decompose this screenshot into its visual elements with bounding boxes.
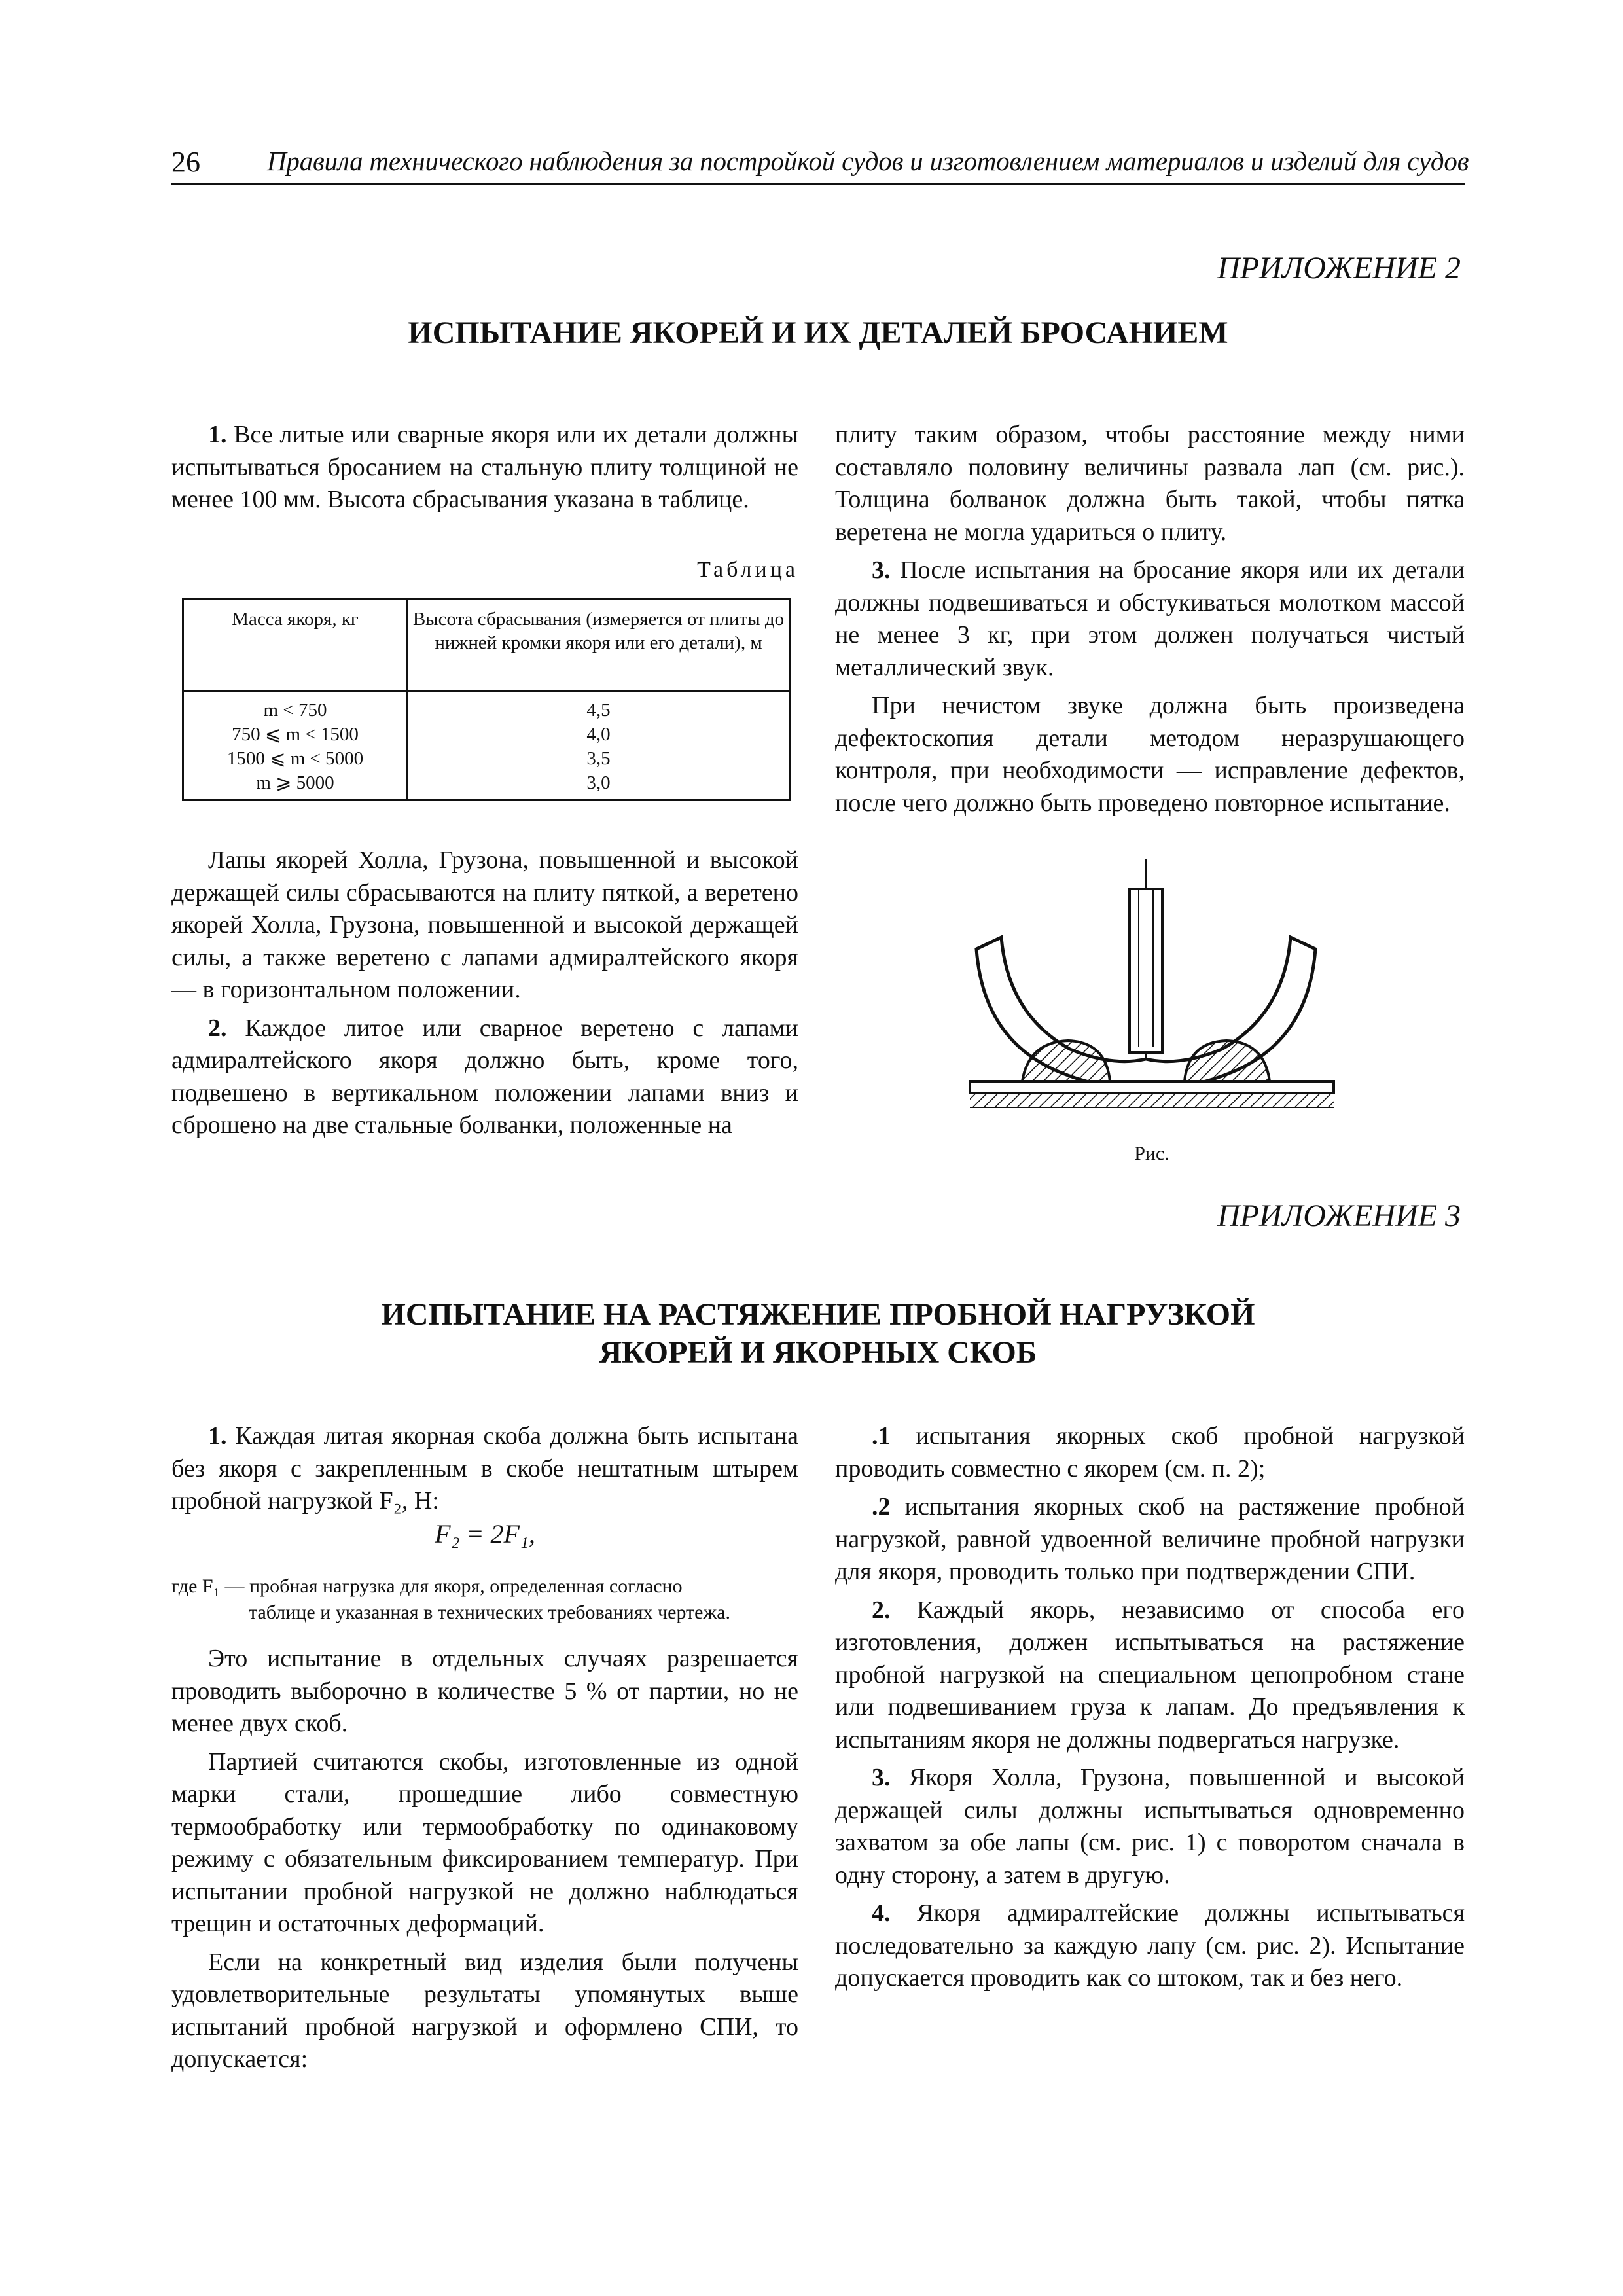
formula: F₂ = 2F₁, [435, 1519, 535, 1549]
appendix-2-label: ПРИЛОЖЕНИЕ 2 [1217, 251, 1461, 285]
table-cell-mass: m < 750 750 ⩽ m < 1500 1500 ⩽ m < 5000 m ⩾ 5000 [183, 691, 408, 800]
paragraph: 2. Каждое литое или сварное веретено с лапами адмиралтейского якоря должно быть, кроме того, подвешено в вертикальном положении лапами вниз и сброшено на две стальные болванки, положенные на [171, 1014, 798, 1139]
steel-plate [970, 1081, 1334, 1093]
table-header-mass: Масса якоря, кг [183, 599, 408, 691]
paragraph: 3. Якоря Холла, Грузона, повышенной и высокой держащей силы должны испытываться одновременно захватом за обе лапы (см. рис. 1) с поворотом сначала в одну сторону, а затем в другую. [835, 1764, 1465, 1889]
appendix-3-right-column [835, 1420, 1465, 1995]
table-cell-height: 4,5 4,0 3,5 3,0 [408, 691, 790, 800]
running-title: Правила технического наблюдения за постройкой судов и изготовлением материалов и изделий для судов [267, 146, 1469, 176]
header-rule [171, 183, 1465, 185]
paragraph: 2. Каждый якорь, независимо от способа его изготовления, должен испытываться на растяжение пробной нагрузкой на специальном цепопробном стане или подвешиванием груза к лапам. До предъявления к испытаниям якоря не должны подвергаться нагрузке. [835, 1596, 1465, 1753]
table-header-height: Высота сбрасывания (измеряется от плиты до нижней кромки якоря или его детали), м [408, 599, 790, 691]
figure-caption: Рис. [1134, 1143, 1169, 1164]
paragraph: Это испытание в отдельных случаях разрешается проводить выборочно в количестве 5 % от партии, но не менее двух скоб. [171, 1645, 798, 1737]
paragraph: Если на конкретный вид изделия были получены удовлетворительные результаты упомянутых выше испытаний пробной нагрузкой и оформлено СПИ, то допускается: [171, 1948, 798, 2073]
appendix-2-title: ИСПЫТАНИЕ ЯКОРЕЙ И ИХ ДЕТАЛЕЙ БРОСАНИЕМ [408, 315, 1228, 350]
paragraph: Лапы якорей Холла, Грузона, повышенной и высокой держащей силы сбрасываются на плиту пяткой, а веретено якорей Холла, Грузона, повышенной и высокой держащей силы, а также веретено с лапами адмиралтейского якоря — в горизонтальном положении. [171, 846, 798, 1003]
appendix-3-title [171, 1296, 1465, 1372]
paragraph: При нечистом звуке должна быть произведена дефектоскопия детали методом неразрушающего контроля, при необходимости — исправление дефектов, после чего должно быть проведено повторное испытание. [835, 692, 1465, 817]
paragraph: 1. Все литые или сварные якоря или их детали должны испытываться бросанием на стальную плиту толщиной не менее 100 мм. Высота сбрасывания указана в таблице. [171, 421, 798, 513]
page-number: 26 [171, 146, 200, 178]
paragraph: .1 испытания якорных скоб пробной нагрузкой проводить совместно с якорем (см. п. 2); [835, 1422, 1465, 1482]
paragraph: 3. После испытания на бросание якоря или их детали должны подвешиваться и обстукиваться молотком массой не менее 3 кг, при этом должен получаться чистый металлический звук. [835, 556, 1465, 681]
title-line: ИСПЫТАНИЕ НА РАСТЯЖЕНИЕ ПРОБНОЙ НАГРУЗКОЙ [381, 1297, 1255, 1332]
appendix-3-label: ПРИЛОЖЕНИЕ 3 [1217, 1198, 1461, 1233]
appendix-3-left-column-top [171, 1420, 798, 1518]
anchor-shank [1130, 889, 1162, 1052]
paragraph: Партией считаются скобы, изготовленные из одной марки стали, прошедшие либо совместную термообработку или термообработку по одинаковому режиму с обязательным фиксированием температур. При испытании пробной нагрузкой не должно наблюдаться трещин и остаточных деформаций. [171, 1748, 798, 1937]
paragraph: плиту таким образом, чтобы расстояние между ними составляло половину величины развала лап (см. рис.). Толщина болванок должна быть такой, чтобы пятка веретена не могла удариться о плиту. [835, 421, 1465, 546]
paragraph: 1. Каждая литая якорная скоба должна быть испытана без якоря с закрепленным в скобе нештатным штырем пробной нагрузкой F₂, Н: [171, 1422, 798, 1515]
appendix-2-right-column [835, 419, 1465, 819]
appendix-2-left-column-bottom [171, 844, 798, 1142]
appendix-3-left-column-bottom [171, 1643, 798, 2076]
anchor-drop-figure [962, 851, 1342, 1126]
ground-hatch [970, 1093, 1334, 1107]
paragraph: .2 испытания якорных скоб на растяжение пробной нагрузкой, равной удвоенной величине пробной нагрузки для якоря, проводить только при подтверждении СПИ. [835, 1493, 1465, 1585]
drop-height-table [182, 598, 791, 801]
title-line: ЯКОРЕЙ И ЯКОРНЫХ СКОБ [599, 1335, 1037, 1370]
paragraph: 4. Якоря адмиралтейские должны испытываться последовательно за каждую лапу (см. рис. 2). Испытание допускается проводить как со штоком, так и без него. [835, 1899, 1465, 1992]
appendix-2-left-column-top [171, 419, 798, 516]
formula-note: где F₁ — пробная нагрузка для якоря, определенная согласно таблице и указанная в технических требованиях чертежа. [171, 1575, 731, 1623]
table-caption: Таблица [697, 558, 798, 582]
